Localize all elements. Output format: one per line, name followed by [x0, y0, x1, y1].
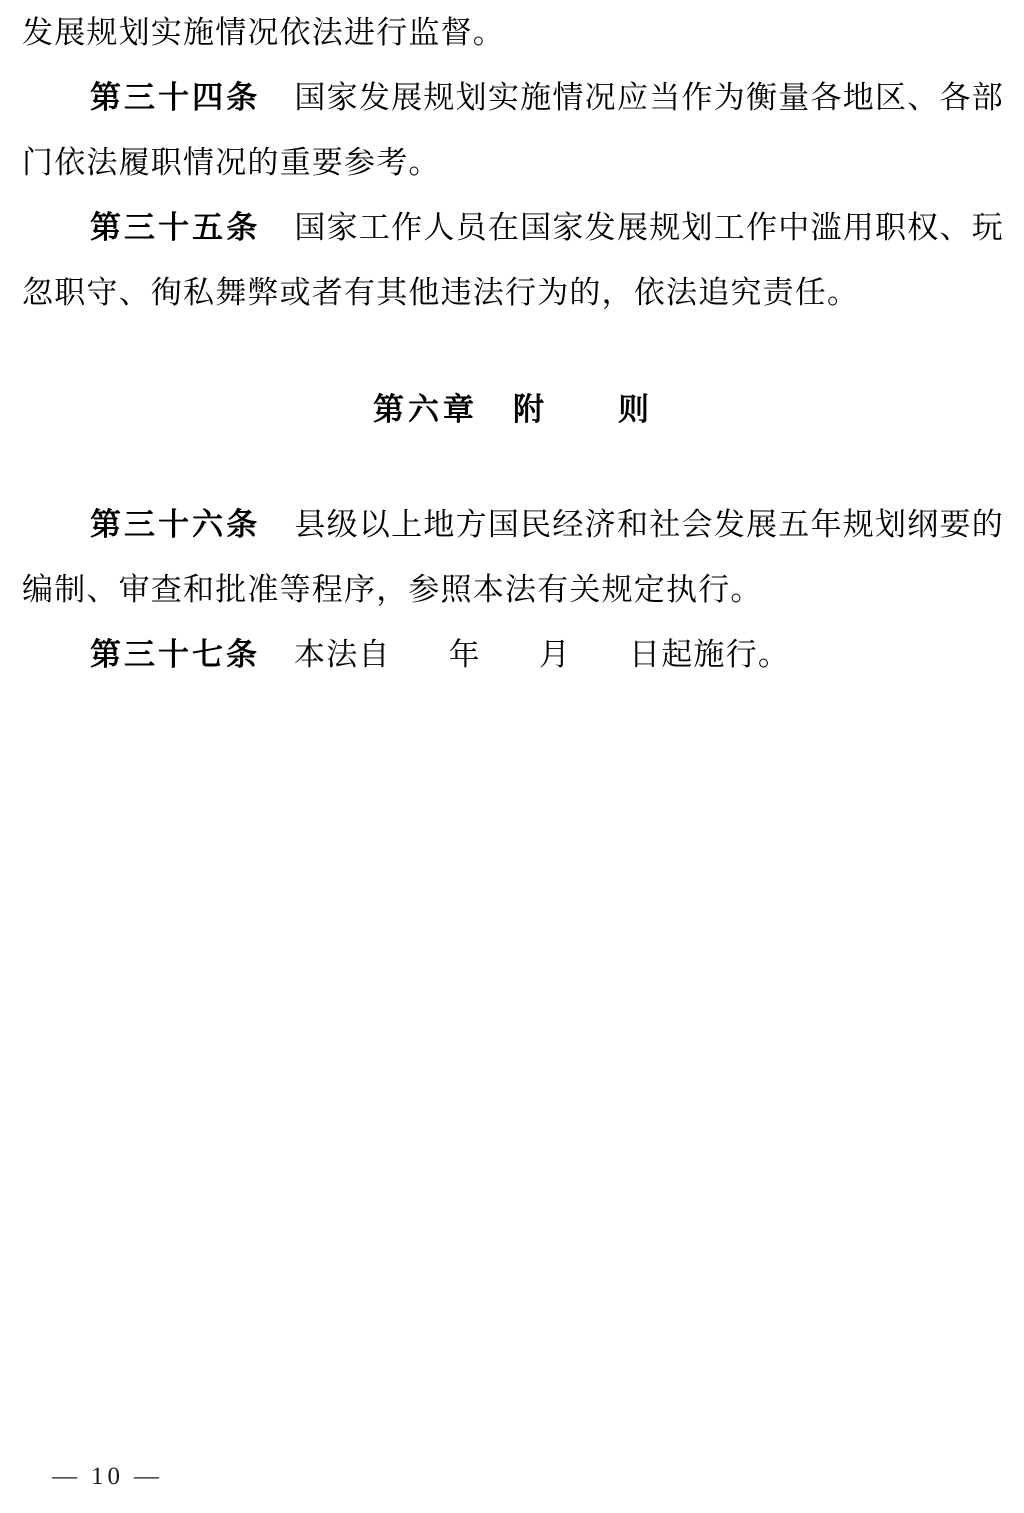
paragraph-continued: [22, 0, 1004, 65]
page-number: 10: [91, 1463, 124, 1490]
article-number-37: 第三十七条: [90, 637, 260, 672]
paragraph-text-part1: 本法自: [294, 637, 391, 672]
paragraph-article-34: [22, 65, 1004, 195]
paragraph-text-part2: 年: [448, 637, 481, 672]
footer-dash-right: —: [134, 1463, 163, 1490]
paragraph-text: 国家发展规划实施情况应当作为衡量各地区、各部门依法履职情况的重要参考。: [22, 80, 1004, 180]
paragraph-text: 发展规划实施情况依法进行监督。: [22, 15, 505, 50]
paragraph-article-35: [22, 195, 1004, 325]
paragraph-article-37: [22, 622, 1004, 687]
paragraph-text-part3: 月: [538, 637, 572, 672]
article-number-35: 第三十五条: [90, 210, 261, 245]
chapter-gap-bottom: [22, 442, 1004, 492]
footer-dash-left: —: [52, 1463, 81, 1490]
paragraph-article-36: [22, 492, 1004, 622]
page-footer: [0, 1463, 1024, 1491]
paragraph-text: 县级以上地方国民经济和社会发展五年规划纲要的编制、审查和批准等程序，参照本法有关规定执行。: [22, 507, 1004, 607]
paragraph-text: 国家工作人员在国家发展规划工作中滥用职权、玩忽职守、徇私舞弊或者有其他违法行为的，依法追究责任。: [22, 210, 1004, 310]
article-number-34: 第三十四条: [90, 80, 261, 115]
article-number-36: 第三十六条: [90, 507, 261, 542]
document-body: [22, 0, 1004, 687]
chapter-heading: 第六章 附 则: [373, 392, 653, 427]
paragraph-text-part4: 日起施行。: [629, 637, 791, 672]
chapter-gap-top: [22, 325, 1004, 377]
